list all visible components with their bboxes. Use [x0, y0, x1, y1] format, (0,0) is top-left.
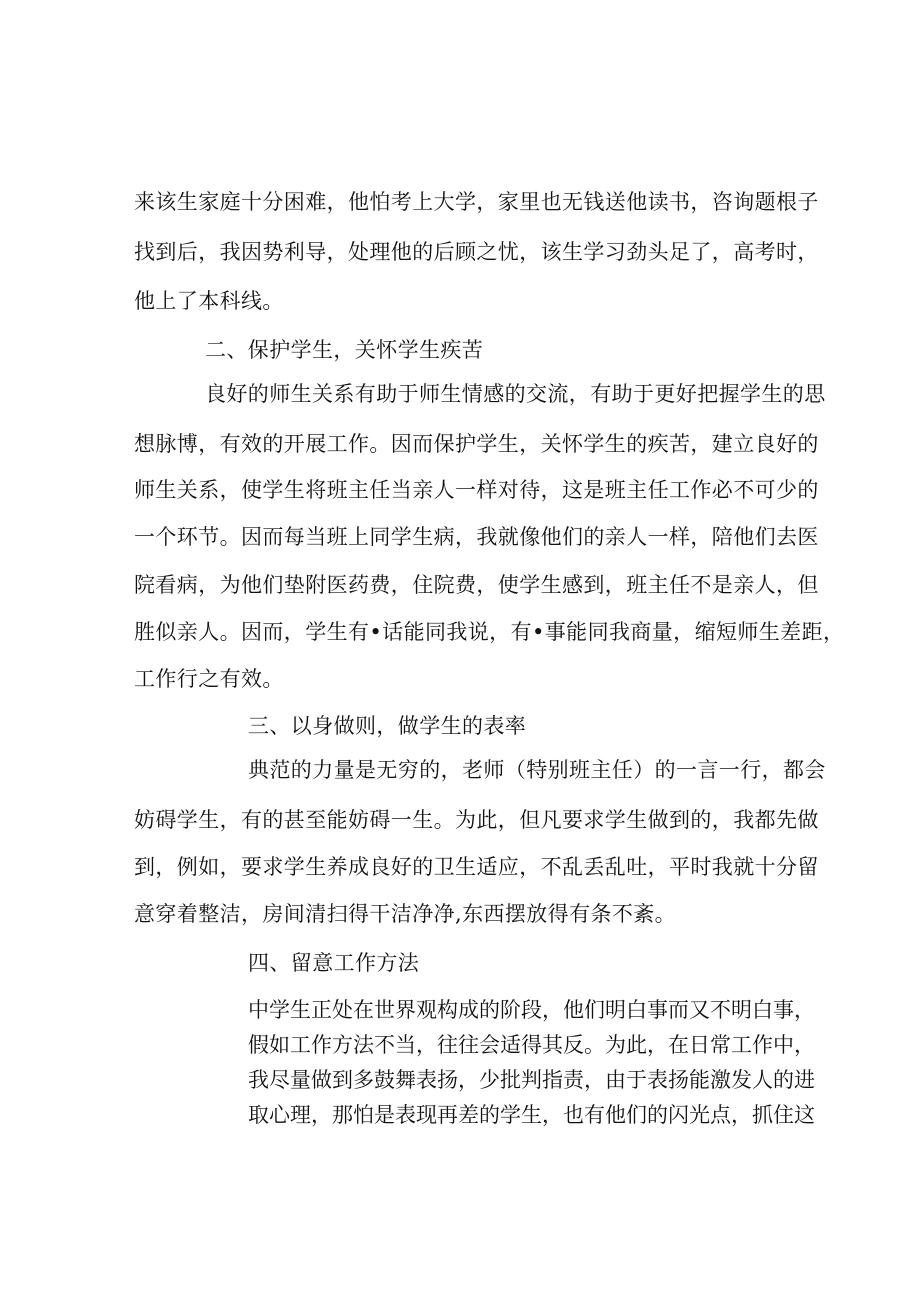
para4-line-2: 假如工作方法不当，往往会适得其反。为此，在日常工作中，	[248, 1033, 815, 1057]
section-heading-4: 四、留意工作方法	[248, 951, 420, 975]
para3-line-4: 意穿着整洁，房间清扫得干洁净净,东西摆放得有条不紊。	[134, 902, 677, 926]
para4-line-4: 取心理，那怕是表现再差的学生，也有他们的闪光点，抓住这	[248, 1103, 815, 1127]
para2-line-2: 想脉博，有效的开展工作。因而保护学生，关怀学生的疾苦，建立良好的	[134, 432, 819, 456]
para1-line-2: 找到后，我因势利导，处理他的后顾之忧，该生学习劲头足了，高考时，	[134, 240, 819, 264]
para2-line-4: 一个环节。因而每当班上同学生病，我就像他们的亲人一样，陪他们去医	[134, 525, 819, 549]
para2-line-1: 良好的师生关系有助于师生情感的交流，有助于更好把握学生的思	[205, 382, 826, 406]
para4-line-1: 中学生正处在世界观构成的阶段，他们明白事而又不明白事，	[248, 998, 815, 1022]
section-heading-2: 二、保护学生，关怀学生疾苦	[205, 338, 484, 362]
para2-line-7: 工作行之有效。	[134, 667, 284, 691]
para2-line-6: 胜似亲人。因而，学生有•话能同我说，有•事能同我商量，缩短师生差距，	[134, 620, 845, 644]
para1-line-3: 他上了本科线。	[134, 289, 284, 313]
para2-line-5: 院看病，为他们垫附医药费，住院费，使学生感到，班主任不是亲人，但	[134, 573, 819, 597]
para1-line-1: 来该生家庭十分困难，他怕考上大学，家里也无钱送他读书，咨询题根子	[134, 190, 819, 214]
para3-line-1: 典范的力量是无穷的，老师（特别班主任）的一言一行，都会	[248, 758, 826, 782]
para3-line-2: 妨碍学生，有的甚至能妨碍一生。为此，但凡要求学生做到的，我都先做	[134, 808, 819, 832]
section-heading-3: 三、以身做则，做学生的表率	[248, 714, 527, 738]
para2-line-3: 师生关系，使学生将班主任当亲人一样对待，这是班主任工作必不可少的	[134, 478, 819, 502]
para4-line-3: 我尽量做到多鼓舞表扬，少批判指责，由于表扬能激发人的进	[248, 1068, 815, 1092]
para3-line-3: 到，例如，要求学生养成良好的卫生适应，不乱丢乱吐，平时我就十分留	[134, 855, 819, 879]
